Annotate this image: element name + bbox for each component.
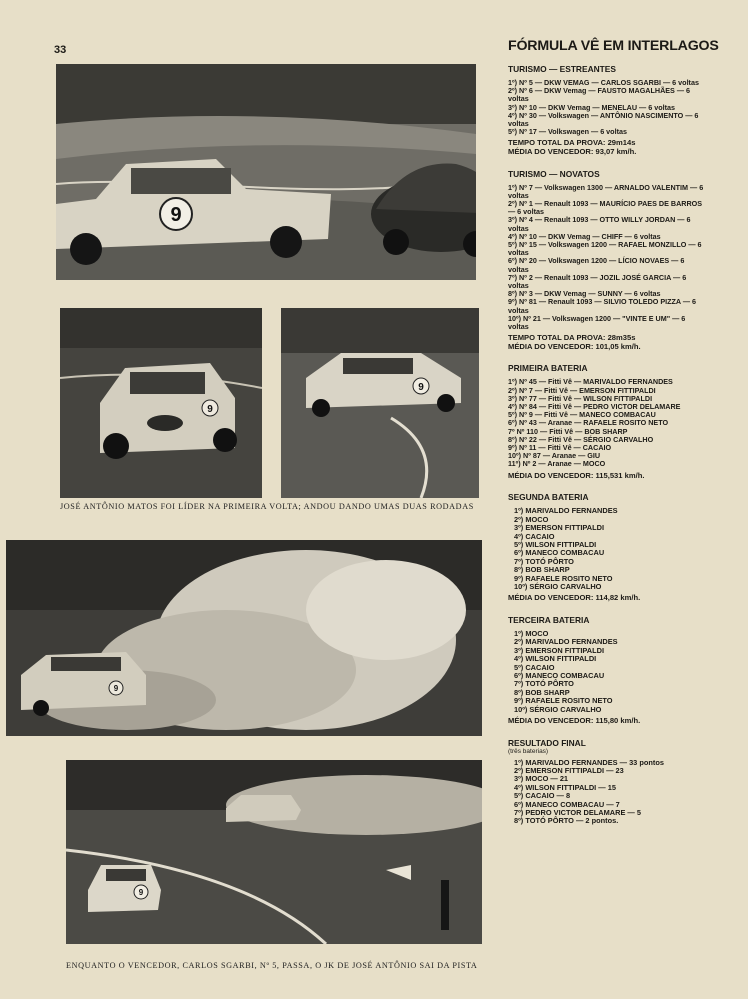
results-section	[508, 363, 704, 480]
photo-leader-passing	[66, 760, 482, 944]
result-row: 7º) Nº 2 — Renault 1093 — JOZIL JOSÉ GARCIA — 6 voltas	[508, 272, 687, 291]
result-row: 8º) Nº 22 — Fitti Vê — SÉRGIO CARVALHO	[508, 434, 654, 444]
car-number-label: 9	[170, 204, 182, 226]
result-row: 4º) WILSON FITTIPALDI	[514, 654, 597, 664]
result-row: 4º) Nº 30 — Volkswagen — ANTÔNIO NASCIMENTO — 6 voltas	[508, 110, 699, 129]
result-row: 4º) WILSON FITTIPALDI — 15	[514, 782, 616, 792]
caption-bottom: ENQUANTO O VENCEDOR, CARLOS SGARBI, Nº 5, PASSA, O JK DE JOSÉ ANTÔNIO SAI DA PISTA	[66, 961, 478, 970]
section-subtitle: (três baterias)	[508, 747, 549, 755]
result-row: 3º) Nº 77 — Fitti Vê — WILSON FITTIPALDI	[508, 393, 653, 403]
result-row: 5º) Nº 15 — Volkswagen 1200 — RAFAEL MONZILLO — 6 voltas	[508, 240, 702, 258]
result-row: 9º) Nº 11 — Fitti Vê — CACAIO	[508, 443, 612, 453]
result-row: 6º) MANECO COMBACAU	[514, 548, 605, 558]
race-summary: MÉDIA DO VENCEDOR: 114,82 km/h.	[508, 593, 641, 603]
photo-car-right	[281, 308, 479, 498]
race-summary: MÉDIA DO VENCEDOR: 101,05 km/h.	[508, 341, 641, 351]
car-number-label: 9	[418, 382, 424, 393]
race-summary: TEMPO TOTAL DA PROVA: 29m14s	[508, 138, 636, 148]
result-row: 6º) Nº 43 — Aranae — RAFAELE ROSITO NETO	[508, 418, 669, 428]
result-row: 10º) Nº 87 — Aranae — GIU	[508, 451, 601, 461]
car-number-label: 9	[207, 404, 213, 415]
result-row: 4º) Nº 10 — DKW Vemag — CHIFF — 6 voltas	[508, 231, 661, 241]
results-section	[508, 64, 704, 157]
result-row: 8º) Nº 3 — DKW Vemag — SUNNY — 6 voltas	[508, 289, 661, 299]
result-row: 3º) EMERSON FITTIPALDI	[514, 645, 605, 655]
result-row: 7º) TOTÓ PÔRTO	[514, 679, 574, 689]
result-row: 1º) Nº 45 — Fitti Vê — MARIVALDO FERNANDES	[508, 377, 673, 387]
result-row: 1º) MOCO	[514, 628, 549, 638]
results-section	[508, 492, 704, 603]
result-row: 9º) RAFAELE ROSITO NETO	[514, 696, 613, 706]
result-row: 2º) MARIVALDO FERNANDES	[514, 637, 618, 647]
result-rows	[514, 630, 704, 714]
result-row: 6º) Nº 20 — Volkswagen 1200 — LÍCIO NOVAES — 6 voltas	[508, 256, 685, 274]
headline: FÓRMULA VÊ EM INTERLAGOS	[508, 38, 719, 54]
results-column	[508, 38, 719, 838]
result-row: 2º) Nº 7 — Fitti Vê — EMERSON FITTIPALDI	[508, 385, 656, 395]
result-row: 3º) EMERSON FITTIPALDI	[514, 523, 605, 533]
car-number-label: 9	[113, 684, 119, 693]
result-row: 3º) Nº 10 — DKW Vemag — MENELAU — 6 voltas	[508, 102, 676, 112]
photo-dust-cloud	[6, 540, 482, 736]
result-row: 4º) CACAIO	[514, 531, 555, 541]
result-row: 11º) Nº 2 — Aranae — MOCO	[508, 459, 606, 469]
result-row: 10º) Nº 21 — Volkswagen 1200 — "VINTE E UM" — 6 voltas	[508, 313, 686, 332]
caption-mid: JOSÉ ANTÔNIO MATOS FOI LÍDER NA PRIMEIRA VOLTA; ANDOU DANDO UMAS DUAS RODADAS	[60, 502, 474, 511]
result-rows	[514, 759, 704, 826]
section-title: TURISMO — NOVATOS	[508, 168, 600, 179]
result-row: 8º) TOTÓ PÔRTO — 2 pontos.	[514, 816, 619, 826]
result-row: 1º) Nº 5 — DKW VEMAG — CARLOS SGARBI — 6 voltas	[508, 78, 699, 87]
result-row: 7º) TOTÓ PÔRTO	[514, 556, 574, 566]
results-section	[508, 169, 704, 352]
result-row: 9º) Nº 81 — Renault 1093 — SILVIO TOLEDO PIZZA — 6 voltas	[508, 297, 697, 315]
result-row: 2º) EMERSON FITTIPALDI — 23	[514, 766, 624, 775]
results-section	[508, 615, 704, 726]
result-row: 3º) Nº 4 — Renault 1093 — OTTO WILLY JORDAN — 6 voltas	[508, 215, 691, 233]
result-row: 8º) BOB SHARP	[514, 565, 570, 575]
section-title: TERCEIRA BATERIA	[508, 614, 590, 625]
result-row: 1º) MARIVALDO FERNANDES	[514, 506, 618, 516]
result-row: 5º) Nº 9 — Fitti Vê — MANECO COMBACAU	[508, 410, 656, 420]
section-title: TURISMO — ESTREANTES	[508, 64, 616, 74]
result-row: 5º) Nº 17 — Volkswagen — 6 voltas	[508, 127, 627, 137]
car-number-label: 9	[138, 888, 144, 897]
result-row: 2º) Nº 1 — Renault 1093 — MAURÍCIO PAES DE BARROS — 6 voltas	[508, 199, 703, 217]
result-row: 2º) MOCO	[514, 514, 549, 524]
section-title: RESULTADO FINAL	[508, 737, 586, 748]
result-row: 10º) SÉRGIO CARVALHO	[514, 581, 602, 591]
result-rows	[514, 507, 704, 591]
section-title: PRIMEIRA BATERIA	[508, 363, 588, 374]
result-row: 7º) PEDRO VICTOR DELAMARE — 5	[514, 808, 641, 818]
page-number: 33	[54, 44, 67, 56]
race-summary: MÉDIA DO VENCEDOR: 115,531 km/h.	[508, 470, 645, 480]
result-rows	[508, 378, 704, 468]
result-rows	[508, 79, 704, 136]
race-summary: MÉDIA DO VENCEDOR: 115,80 km/h.	[508, 716, 641, 725]
result-row: 6º) MANECO COMBACAU	[514, 670, 605, 680]
result-row: 10º) SÉRGIO CARVALHO	[514, 704, 602, 714]
result-row: 5º) WILSON FITTIPALDI	[514, 539, 597, 549]
result-row: 4º) Nº 84 — Fitti Vê — PEDRO VICTOR DELAMARE	[508, 402, 681, 412]
section-title: SEGUNDA BATERIA	[508, 492, 589, 503]
photo-race-cars-top	[56, 64, 476, 280]
result-row: 5º) CACAIO — 8	[514, 791, 571, 801]
race-summary: TEMPO TOTAL DA PROVA: 28m35s	[508, 333, 636, 343]
result-row: 7º Nº 110 — Fitti Vê — BOB SHARP	[508, 426, 628, 436]
result-row: 1º) Nº 7 — Volkswagen 1300 — ARNALDO VALENTIM — 6 voltas	[508, 182, 704, 200]
result-row: 1º) MARIVALDO FERNANDES — 33 pontos	[514, 757, 664, 767]
results-sections	[508, 64, 704, 826]
race-summary: MÉDIA DO VENCEDOR: 93,07 km/h.	[508, 147, 637, 157]
result-row: 2º) Nº 6 — DKW Vemag — FAUSTO MAGALHÃES — 6 voltas	[508, 86, 691, 104]
result-row: 5º) CACAIO	[514, 662, 555, 672]
result-row: 8º) BOB SHARP	[514, 687, 570, 697]
result-row: 3º) MOCO — 21	[514, 774, 569, 784]
result-rows	[508, 184, 704, 332]
photo-car-left	[60, 308, 262, 498]
results-section	[508, 738, 704, 826]
result-row: 6º) MANECO COMBACAU — 7	[514, 799, 620, 809]
result-row: 9º) RAFAELE ROSITO NETO	[514, 573, 613, 583]
